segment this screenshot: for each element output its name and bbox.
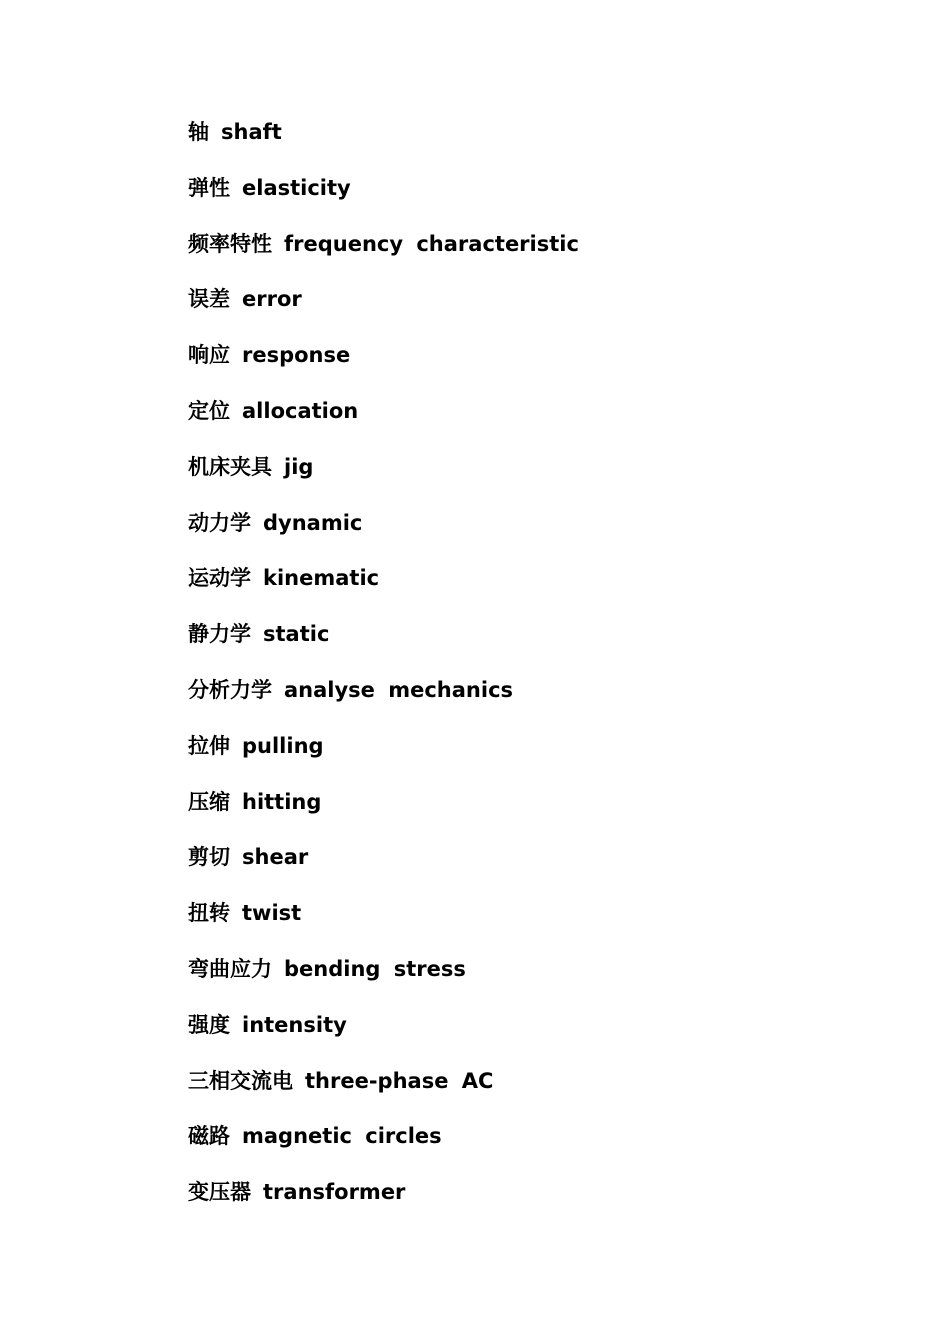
term-english: frequency characteristic bbox=[284, 231, 579, 256]
term-english: bending stress bbox=[284, 956, 466, 981]
term-english: twist bbox=[242, 901, 302, 926]
term-chinese: 弹性 bbox=[188, 175, 230, 200]
glossary-entry bbox=[188, 724, 579, 780]
term-chinese: 扭转 bbox=[188, 901, 230, 926]
term-chinese: 强度 bbox=[188, 1012, 230, 1037]
glossary-entry bbox=[188, 389, 579, 445]
glossary-list bbox=[188, 110, 579, 1226]
glossary-entry bbox=[188, 1114, 579, 1170]
term-english: shear bbox=[242, 845, 309, 870]
glossary-entry bbox=[188, 445, 579, 501]
term-chinese: 轴 bbox=[188, 120, 209, 144]
term-chinese: 误差 bbox=[188, 287, 230, 312]
term-english: static bbox=[263, 622, 330, 647]
term-chinese: 机床夹具 bbox=[188, 454, 272, 479]
term-english: pulling bbox=[242, 733, 324, 758]
term-english: magnetic circles bbox=[242, 1124, 442, 1149]
glossary-entry bbox=[188, 277, 579, 333]
term-chinese: 响应 bbox=[188, 343, 230, 368]
term-chinese: 拉伸 bbox=[188, 733, 230, 758]
glossary-entry bbox=[188, 668, 579, 724]
term-chinese: 运动学 bbox=[188, 566, 251, 591]
term-english: transformer bbox=[263, 1180, 406, 1205]
term-english: jig bbox=[284, 454, 314, 479]
glossary-entry bbox=[188, 166, 579, 222]
term-english: response bbox=[242, 343, 351, 368]
glossary-entry bbox=[188, 612, 579, 668]
term-english: analyse mechanics bbox=[284, 677, 514, 702]
term-english: shaft bbox=[221, 120, 282, 144]
term-chinese: 磁路 bbox=[188, 1124, 230, 1149]
term-english: three-phase AC bbox=[305, 1068, 494, 1093]
term-english: elasticity bbox=[242, 175, 351, 200]
term-english: dynamic bbox=[263, 510, 363, 535]
term-english: error bbox=[242, 287, 302, 312]
term-english: allocation bbox=[242, 398, 359, 423]
glossary-entry bbox=[188, 835, 579, 891]
term-chinese: 变压器 bbox=[188, 1180, 251, 1205]
term-chinese: 动力学 bbox=[188, 510, 251, 535]
glossary-entry bbox=[188, 1003, 579, 1059]
term-chinese: 三相交流电 bbox=[188, 1068, 293, 1093]
glossary-entry bbox=[188, 1059, 579, 1115]
term-english: hitting bbox=[242, 789, 322, 814]
term-english: kinematic bbox=[263, 566, 380, 591]
glossary-entry bbox=[188, 891, 579, 947]
term-chinese: 剪切 bbox=[188, 845, 230, 870]
glossary-entry bbox=[188, 501, 579, 557]
term-english: intensity bbox=[242, 1012, 347, 1037]
glossary-entry bbox=[188, 222, 579, 278]
glossary-entry bbox=[188, 556, 579, 612]
glossary-entry bbox=[188, 110, 579, 166]
term-chinese: 分析力学 bbox=[188, 677, 272, 702]
glossary-entry bbox=[188, 947, 579, 1003]
term-chinese: 弯曲应力 bbox=[188, 956, 272, 981]
term-chinese: 定位 bbox=[188, 398, 230, 423]
term-chinese: 频率特性 bbox=[188, 231, 272, 256]
term-chinese: 压缩 bbox=[188, 789, 230, 814]
term-chinese: 静力学 bbox=[188, 622, 251, 647]
glossary-entry bbox=[188, 333, 579, 389]
glossary-entry bbox=[188, 1170, 579, 1226]
glossary-entry bbox=[188, 780, 579, 836]
